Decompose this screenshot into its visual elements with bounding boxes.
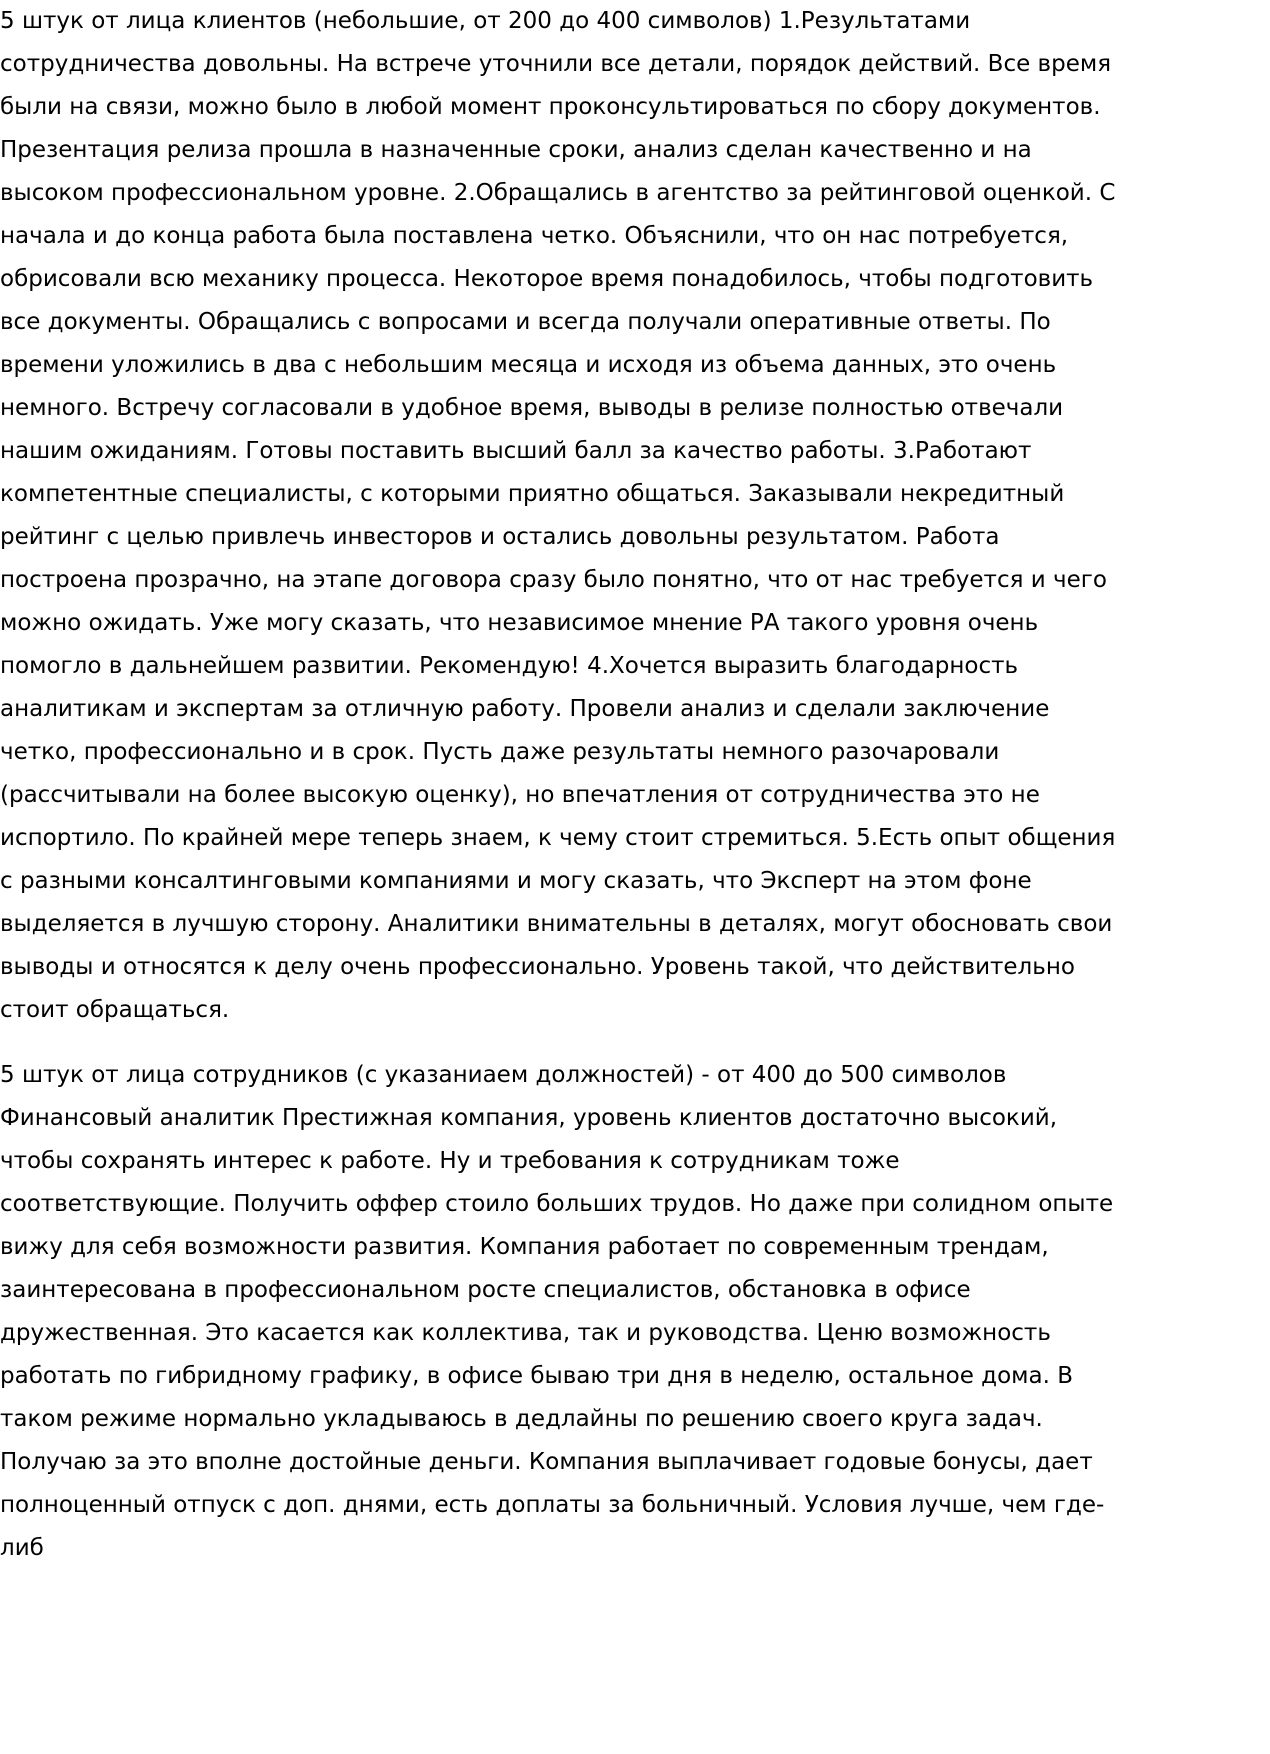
text-line: помогло в дальнейшем развитии. Рекомендую! 4.Хочется выразить благодарность: [0, 653, 1019, 679]
text-line: соответствующие. Получить оффер стоило больших трудов. Но даже при солидном опыте: [0, 1191, 1114, 1217]
text-line: либ: [0, 1535, 44, 1561]
text-line: немного. Встречу согласовали в удобное время, выводы в релизе полностью отвечали: [0, 395, 1064, 421]
text-line: Финансовый аналитик Престижная компания, уровень клиентов достаточно высокий,: [0, 1105, 1058, 1131]
text-line: дружественная. Это касается как коллектива, так и руководства. Ценю возможность: [0, 1320, 1051, 1346]
text-line: работать по гибридному графику, в офисе бываю три дня в неделю, остальное дома. В: [0, 1363, 1074, 1389]
text-line: чтобы сохранять интерес к работе. Ну и требования к сотрудникам тоже: [0, 1148, 900, 1174]
text-line: 5 штук от лица сотрудников (с указаниаем должностей) - от 400 до 500 символов: [0, 1062, 1007, 1088]
text-line: испортило. По крайней мере теперь знаем, к чему стоит стремиться. 5.Есть опыт общения: [0, 825, 1116, 851]
text-line: аналитикам и экспертам за отличную работу. Провели анализ и сделали заключение: [0, 696, 1050, 722]
employees-reviews-paragraph: [0, 1054, 1135, 1570]
text-line: с разными консалтинговыми компаниями и могу сказать, что Эксперт на этом фоне: [0, 868, 1032, 894]
text-line: рейтинг с целью привлечь инвесторов и остались довольны результатом. Работа: [0, 524, 1000, 550]
text-line: компетентные специалисты, с которыми приятно общаться. Заказывали некредитный: [0, 481, 1065, 507]
text-line: начала и до конца работа была поставлена четко. Объяснили, что он нас потребуется,: [0, 223, 1069, 249]
text-line: Презентация релиза прошла в назначенные сроки, анализ сделан качественно и на: [0, 137, 1032, 163]
text-line: высоком профессиональном уровне. 2.Обращались в агентство за рейтинговой оценкой. С: [0, 180, 1116, 206]
text-line: можно ожидать. Уже могу сказать, что независимое мнение РА такого уровня очень: [0, 610, 1039, 636]
text-line: Получаю за это вполне достойные деньги. Компания выплачивает годовые бонусы, дает: [0, 1449, 1093, 1475]
text-line: заинтересована в профессиональном росте специалистов, обстановка в офисе: [0, 1277, 971, 1303]
text-line: сотрудничества довольны. На встрече уточнили все детали, порядок действий. Все время: [0, 51, 1112, 77]
text-line: стоит обращаться.: [0, 997, 230, 1023]
paragraph-spacer: [0, 1032, 1135, 1054]
text-line: были на связи, можно было в любой момент проконсультироваться по сбору документов.: [0, 94, 1101, 120]
text-line: таком режиме нормально укладываюсь в дедлайны по решению своего круга задач.: [0, 1406, 1043, 1432]
text-line: все документы. Обращались с вопросами и всегда получали оперативные ответы. По: [0, 309, 1051, 335]
text-line: выделяется в лучшую сторону. Аналитики внимательны в деталях, могут обосновать свои: [0, 911, 1113, 937]
text-line: 5 штук от лица клиентов (небольшие, от 200 до 400 символов) 1.Результатами: [0, 8, 971, 34]
text-line: построена прозрачно, на этапе договора сразу было понятно, что от нас требуется и чего: [0, 567, 1107, 593]
text-line: вижу для себя возможности развития. Компания работает по современным трендам,: [0, 1234, 1049, 1260]
text-line: (рассчитывали на более высокую оценку), но впечатления от сотрудничества это не: [0, 782, 1040, 808]
text-line: выводы и относятся к делу очень профессионально. Уровень такой, что действительно: [0, 954, 1075, 980]
text-line: времени уложились в два с небольшим месяца и исходя из объема данных, это очень: [0, 352, 1057, 378]
text-line: нашим ожиданиям. Готовы поставить высший балл за качество работы. 3.Работают: [0, 438, 1032, 464]
text-line: полноценный отпуск с доп. днями, есть доплаты за больничный. Условия лучше, чем где-: [0, 1492, 1105, 1518]
text-line: четко, профессионально и в срок. Пусть даже результаты немного разочаровали: [0, 739, 1000, 765]
text-line: обрисовали всю механику процесса. Некоторое время понадобилось, чтобы подготовить: [0, 266, 1094, 292]
